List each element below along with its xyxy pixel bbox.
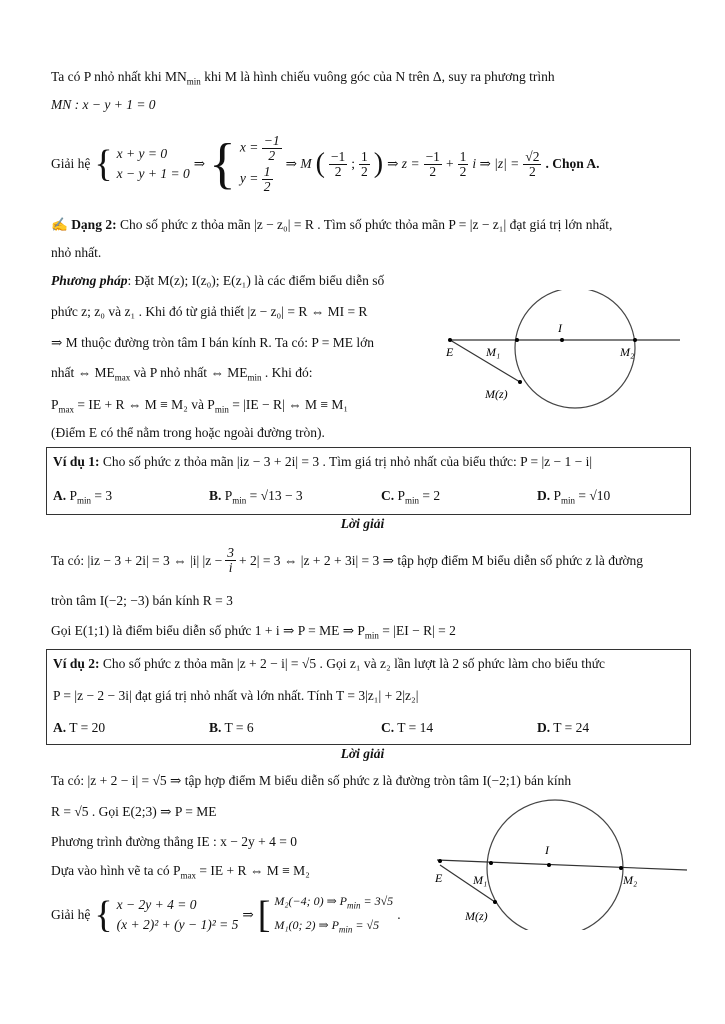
- fig2-label-Mz: M(z): [465, 909, 488, 923]
- figure-2-circle-diagram: [425, 790, 695, 930]
- fig1-label-M1: M₁: [486, 345, 501, 359]
- vd2-option-c[interactable]: C. T = 14: [381, 720, 434, 735]
- fig2-line: [437, 860, 687, 870]
- fig2-label-M1: M₁: [473, 873, 488, 887]
- fig2-label-E: E: [435, 871, 443, 885]
- fig1-label-I: I: [558, 321, 562, 335]
- vd2-option-a[interactable]: A. T = 20: [53, 720, 106, 735]
- fig1-label-E: E: [446, 345, 454, 359]
- sol2-line4: Dựa vào hình vẽ ta có $P_{max}$ = IE + R ⇔ M ≡ M₂: [51, 863, 310, 881]
- sol1-line1: Ta có: |iz − 3 + 2i| = 3 ⇔ |i| |z − $\frac{3}{i}$ + 2| = 3 ⇔ |z + 2 + 3i| = 3 ⇒ tập hợp điểm M biểu diễn số phức z là đường: [51, 545, 643, 575]
- fig1-label-M2: M₂: [620, 345, 635, 359]
- writing-hand-icon: ✍: [51, 217, 68, 232]
- sec1-line1: Ta có P nhỏ nhất khi $MN_{min}$ khi M là hình chiếu vuông góc của N trên Δ, suy ra phương trình: [51, 69, 555, 87]
- vd2-question-1: Ví dụ 2: Cho số phức z thỏa mãn |z + 2 − i| = √5 . Gọi z₁ và z₂ lần lượt là 2 số phức làm cho biểu thức: [53, 656, 606, 671]
- example-2-box: [46, 649, 691, 745]
- sol2-line3: Phương trình đường thẳng IE : x − 2y + 4 = 0: [51, 834, 297, 849]
- fig1-segment-EM: [450, 340, 520, 382]
- vd1-option-d[interactable]: D. $P_{min} = √10$: [537, 488, 611, 506]
- sol2-system: Giải hệ { x − 2y + 4 = 0 (x + 2)² + (y − 1)² = 5 ⇒ [ M₂(−4; 0) ⇒ $P_{min} = 3√5$ M₁(0; 2) ⇒ $P_{min} = √5$ .: [51, 893, 401, 936]
- pp-line2: phức z; z₀ và z₁ . Khi đó từ giả thiết |z − z₀| = R ⇔ MI = R: [51, 304, 368, 319]
- pp-line6: (Điểm E có thể nằm trong hoặc ngoài đường tròn).: [51, 425, 325, 440]
- fig1-circle: [515, 290, 635, 408]
- solution-heading-2: Lời giải: [340, 746, 385, 761]
- vd2-option-b[interactable]: B. T = 6: [209, 720, 254, 735]
- fig2-label-I: I: [545, 843, 549, 857]
- fig1-label-Mz: M(z): [485, 387, 508, 401]
- pp-line4: nhất ⇔ $ME_{max}$ và P nhỏ nhất ⇔ $ME_{min}$ . Khi đó:: [51, 365, 313, 383]
- pp-line1: Phương pháp: Đặt M(z); I(z₀); E(z₁) là các điểm biểu diễn số: [51, 273, 385, 288]
- vd1-option-c[interactable]: C. $P_{min} = 2$: [381, 488, 441, 506]
- chon-answer: . Chọn A.: [545, 156, 600, 171]
- pp-line5: $P_{max}$ = IE + R ⇔ M ≡ M₂ và $P_{min} = |IE - R|$ ⇔ M ≡ M₁: [51, 397, 349, 415]
- vd2-option-d[interactable]: D. T = 24: [537, 720, 590, 735]
- solution-heading-1: Lời giải: [340, 516, 385, 531]
- vd1-question: Ví dụ 1: Cho số phức z thỏa mãn |iz − 3 + 2i| = 3 . Tìm giá trị nhỏ nhất của biểu thức: P = |z − 1 − i|: [53, 454, 593, 469]
- sol1-line3: Gọi E(1;1) là điểm biểu diễn số phức 1 + i ⇒ P = ME ⇒ $P_{min} = |EI - R| = 2$: [51, 623, 456, 641]
- sol1-line2: tròn tâm I(−2; −3) bán kính R = 3: [51, 593, 233, 608]
- vd1-option-b[interactable]: B. $P_{min} = √13 - 3$: [209, 488, 303, 506]
- example-1-box: [46, 447, 691, 515]
- sec1-system: Giải hệ { x + y = 0 x − y + 1 = 0 ⇒ { x = $\frac{-1}{2}$ y = $\frac{1}{2}$ ⇒ M ( $\frac{-1}{2}$ ; $\frac{1}{2}$ ) ⇒ z = $\frac{-1}{2}$ + $\frac{1}{2}$ i ⇒ |z| = $\frac{√2}{2}$ . Chọn A.: [51, 133, 600, 195]
- dang2-line2: nhỏ nhất.: [51, 245, 102, 260]
- pp-line3: ⇒ M thuộc đường tròn tâm I bán kính R. Ta có: P = ME lớn: [51, 335, 375, 350]
- vd1-option-a[interactable]: A. $P_{min} = 3$: [53, 488, 113, 506]
- sol2-line1: Ta có: |z + 2 − i| = √5 ⇒ tập hợp điểm M biểu diễn số phức z là đường tròn tâm I(−2;1) bán kính: [51, 773, 572, 788]
- sec1-line2: MN : x − y + 1 = 0: [51, 97, 156, 112]
- vd2-question-2: P = |z − 2 − 3i| đạt giá trị nhỏ nhất và lớn nhất. Tính T = 3|z₁| + 2|z₂|: [53, 688, 419, 703]
- solve-label: Giải hệ: [51, 156, 91, 171]
- sol2-line2: R = √5 . Gọi E(2;3) ⇒ P = ME: [51, 804, 217, 819]
- figure-1-circle-diagram: [430, 290, 690, 410]
- fig2-label-M2: M₂: [623, 873, 638, 887]
- dang2-heading: ✍ Dạng 2: Cho số phức z thỏa mãn |z − z₀| = R . Tìm số phức thỏa mãn P = |z − z₁| đạt giá trị lớn nhất,: [51, 217, 613, 232]
